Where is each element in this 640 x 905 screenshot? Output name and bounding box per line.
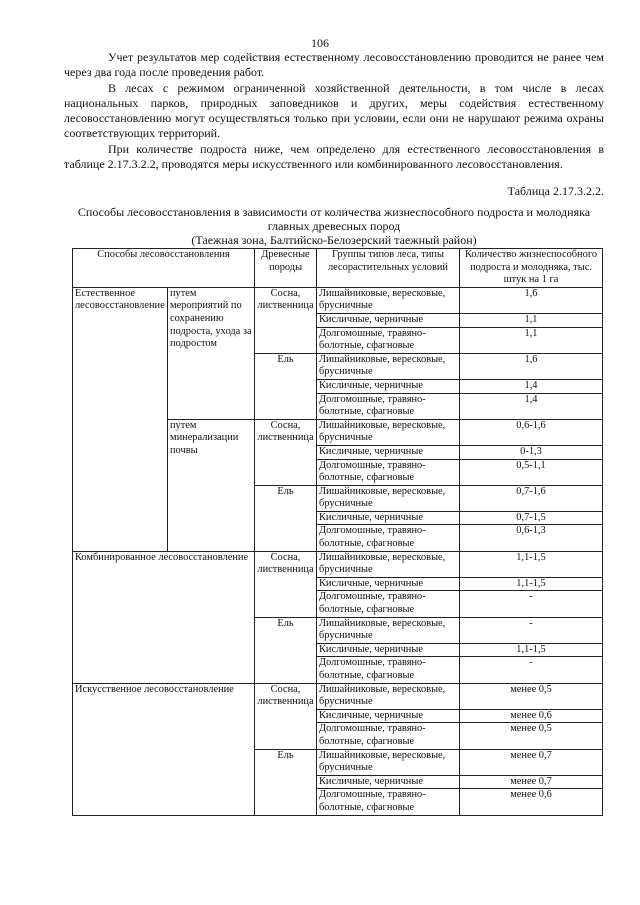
quantity-cell: - bbox=[460, 617, 603, 643]
intro-text bbox=[64, 50, 604, 172]
reforestation-table bbox=[72, 248, 603, 816]
caption-region: (Таежная зона, Балтийско-Белозерский таежный район) bbox=[191, 233, 477, 247]
quantity-cell: 1,1 bbox=[460, 313, 603, 327]
forest-type-cell: Лишайниковые, вересковые, брусничные bbox=[317, 617, 460, 643]
quantity-cell: 0,7-1,6 bbox=[460, 485, 603, 511]
intro-paragraph: При количестве подроста ниже, чем определено для естественного лесовосстановления в таблице 2.17.3.2.2, проводятся меры искусственного или комбинированного лесовосстановления. bbox=[64, 141, 604, 172]
quantity-cell: 1,4 bbox=[460, 393, 603, 419]
species-cell: Сосна, лиственница bbox=[255, 287, 317, 353]
quantity-cell: 1,1 bbox=[460, 327, 603, 353]
table-header-row bbox=[73, 249, 603, 288]
quantity-cell: 0-1,3 bbox=[460, 445, 603, 459]
table-caption bbox=[64, 205, 604, 247]
quantity-cell: 1,4 bbox=[460, 379, 603, 393]
header-species: Древесные породы bbox=[255, 249, 317, 288]
forest-type-cell: Лишайниковые, вересковые, брусничные bbox=[317, 353, 460, 379]
forest-type-cell: Кисличные, черничные bbox=[317, 379, 460, 393]
quantity-cell: 1,6 bbox=[460, 287, 603, 313]
quantity-cell: 1,1-1,5 bbox=[460, 643, 603, 657]
caption-title: Способы лесовосстановления в зависимости от количества жизнеспособного подроста и молодняка главных древесных пород bbox=[77, 205, 591, 233]
species-cell: Ель bbox=[255, 617, 317, 683]
forest-type-cell: Кисличные, черничные bbox=[317, 511, 460, 525]
forest-type-cell: Долгомошные, травяно-болотные, сфагновые bbox=[317, 789, 460, 815]
intro-paragraph: В лесах с режимом ограниченной хозяйственной деятельности, в том числе в лесах национальных парков, природных заповедников и других, меры содействия естественному лесовосстановлению могут осуществляться только при условии, если они не нарушают режима охраны соответствующих территорий. bbox=[64, 80, 604, 141]
quantity-cell: 0,7-1,5 bbox=[460, 511, 603, 525]
quantity-cell: менее 0,6 bbox=[460, 789, 603, 815]
quantity-cell: 1,1-1,5 bbox=[460, 551, 603, 577]
forest-type-cell: Лишайниковые, вересковые, брусничные bbox=[317, 551, 460, 577]
species-cell: Сосна, лиственница bbox=[255, 683, 317, 749]
method-natural-sub2: путем минерализации почвы bbox=[168, 419, 255, 551]
quantity-cell: менее 0,5 bbox=[460, 683, 603, 709]
forest-type-cell: Кисличные, черничные bbox=[317, 577, 460, 591]
forest-type-cell: Долгомошные, травяно-болотные, сфагновые bbox=[317, 393, 460, 419]
forest-type-cell: Лишайниковые, вересковые, брусничные bbox=[317, 683, 460, 709]
quantity-cell: 1,6 bbox=[460, 353, 603, 379]
quantity-cell: 0,6-1,3 bbox=[460, 525, 603, 551]
forest-type-cell: Лишайниковые, вересковые, брусничные bbox=[317, 419, 460, 445]
quantity-cell: 1,1-1,5 bbox=[460, 577, 603, 591]
forest-type-cell: Кисличные, черничные bbox=[317, 709, 460, 723]
forest-type-cell: Кисличные, черничные bbox=[317, 445, 460, 459]
quantity-cell: менее 0,6 bbox=[460, 709, 603, 723]
table-label: Таблица 2.17.3.2.2. bbox=[507, 184, 604, 198]
forest-type-cell: Долгомошные, травяно-болотные, сфагновые bbox=[317, 723, 460, 749]
forest-type-cell: Кисличные, черничные bbox=[317, 775, 460, 789]
quantity-cell: - bbox=[460, 657, 603, 683]
method-natural-sub1: путем мероприятий по сохранению подроста, ухода за подростом bbox=[168, 287, 255, 419]
species-cell: Ель bbox=[255, 749, 317, 815]
forest-type-cell: Долгомошные, травяно-болотные, сфагновые bbox=[317, 327, 460, 353]
method-combined: Комбинированное лесовосстановление bbox=[73, 551, 255, 683]
quantity-cell: менее 0,7 bbox=[460, 775, 603, 789]
method-artificial: Искусственное лесовосстановление bbox=[73, 683, 255, 815]
table-row bbox=[73, 287, 603, 313]
table-row bbox=[73, 551, 603, 577]
forest-type-cell: Долгомошные, травяно-болотные, сфагновые bbox=[317, 525, 460, 551]
forest-type-cell: Лишайниковые, вересковые, брусничные bbox=[317, 749, 460, 775]
species-cell: Ель bbox=[255, 485, 317, 551]
intro-paragraph: Учет результатов мер содействия естественному лесовосстановлению проводится не ранее чем через два года после проведения работ. bbox=[64, 50, 604, 80]
forest-type-cell: Кисличные, черничные bbox=[317, 313, 460, 327]
header-method: Способы лесовосстановления bbox=[73, 249, 255, 288]
quantity-cell: - bbox=[460, 591, 603, 617]
forest-type-cell: Долгомошные, травяно-болотные, сфагновые bbox=[317, 591, 460, 617]
table-row bbox=[73, 683, 603, 709]
header-forest-groups: Группы типов леса, типы лесорастительных условий bbox=[317, 249, 460, 288]
species-cell: Сосна, лиственница bbox=[255, 419, 317, 485]
page-number: 106 bbox=[311, 36, 329, 50]
method-natural: Естественное лесовосстановление bbox=[73, 287, 168, 551]
forest-type-cell: Лишайниковые, вересковые, брусничные bbox=[317, 287, 460, 313]
species-cell: Сосна, лиственница bbox=[255, 551, 317, 617]
species-cell: Ель bbox=[255, 353, 317, 419]
quantity-cell: 0,6-1,6 bbox=[460, 419, 603, 445]
forest-type-cell: Долгомошные, травяно-болотные, сфагновые bbox=[317, 459, 460, 485]
quantity-cell: 0,5-1,1 bbox=[460, 459, 603, 485]
forest-type-cell: Кисличные, черничные bbox=[317, 643, 460, 657]
forest-type-cell: Лишайниковые, вересковые, брусничные bbox=[317, 485, 460, 511]
header-quantity: Количество жизнеспособного подроста и молодняка, тыс. штук на 1 га bbox=[460, 249, 603, 288]
quantity-cell: менее 0,5 bbox=[460, 723, 603, 749]
forest-type-cell: Долгомошные, травяно-болотные, сфагновые bbox=[317, 657, 460, 683]
quantity-cell: менее 0,7 bbox=[460, 749, 603, 775]
